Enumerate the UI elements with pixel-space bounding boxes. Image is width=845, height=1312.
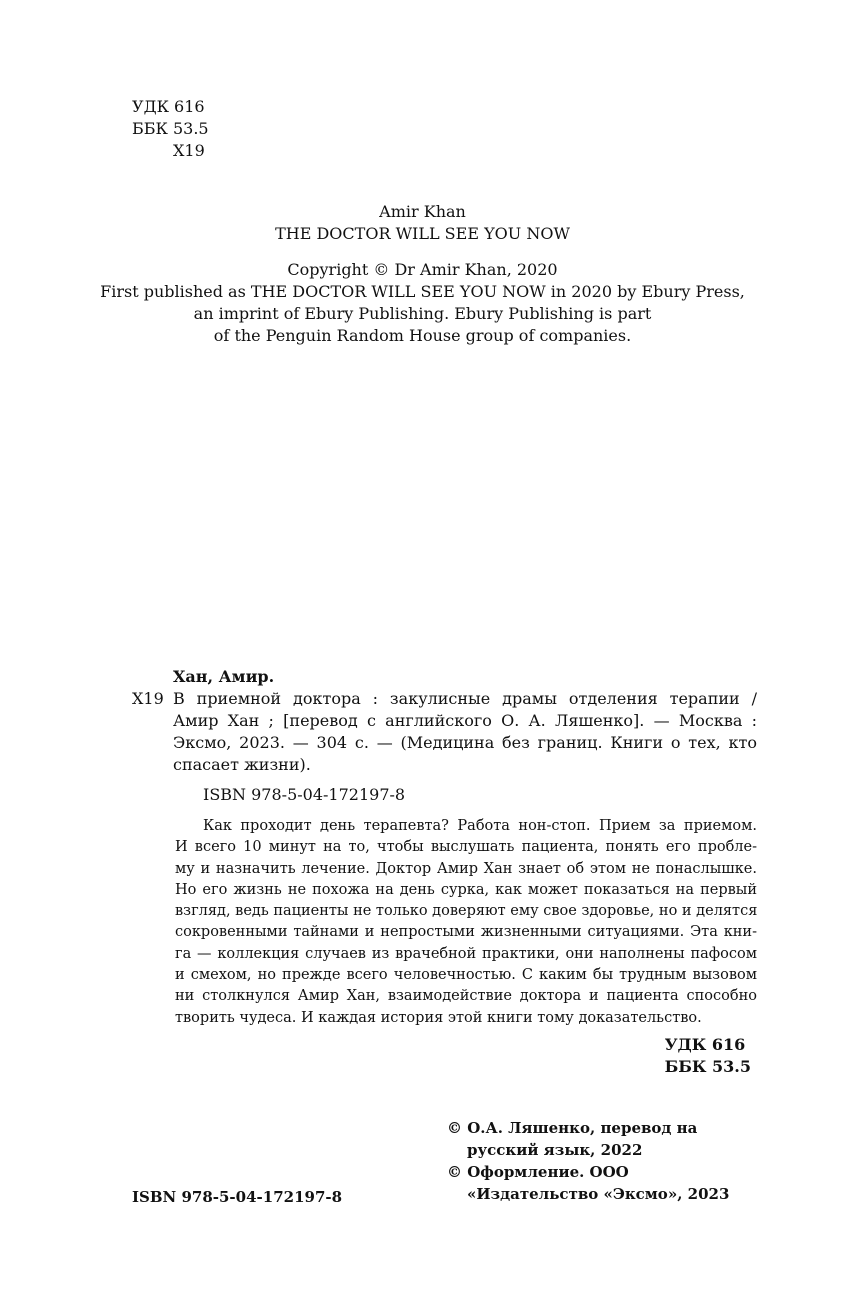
copyright-line: of the Penguin Random House group of companies. [213, 326, 632, 345]
description-line: Амир Хан ; [перевод с английского О. А. Ляшенко]. — Москва : [173, 711, 757, 730]
udk-code: УДК 616 [132, 97, 205, 116]
copyright-line: First published as THE DOCTOR WILL SEE YOU NOW in 2020 by Ebury Press, [100, 282, 745, 301]
description-line: спасает жизни). [173, 755, 311, 774]
original-title: THE DOCTOR WILL SEE YOU NOW [275, 224, 570, 243]
description-line: В приемной доктора : закулисные драмы отделения терапии / [173, 689, 757, 708]
annotation-line: творить чудеса. И каждая история этой книги тому доказательство. [175, 1009, 702, 1026]
original-author: Amir Khan [379, 202, 466, 221]
bibliographic-record [132, 666, 757, 806]
annotation-line: му и назначить лечение. Доктор Амир Хан знает об этом не понаслышке. [175, 860, 757, 877]
annotation-line: ни столкнулся Амир Хан, взаимодействие доктора и пациента способно [175, 988, 757, 1005]
original-edition-info [0, 201, 845, 347]
author-mark: Х19 [132, 689, 164, 708]
isbn: ISBN 978-5-04-172197-8 [203, 785, 406, 804]
udk-code: УДК 616 [664, 1035, 746, 1054]
annotation-line: Но его жизнь не похожа на день сурка, как может показаться на первый [175, 881, 757, 898]
design-copyright: © Оформление. ООО «Издательство «Эксмо», 2023 [447, 1163, 730, 1203]
copyright-line: Copyright © Dr Amir Khan, 2020 [287, 260, 558, 279]
classification-codes-bottom [665, 1034, 751, 1078]
annotation-line: сокровенными тайнами и непростыми жизненными ситуациями. Эта кни- [175, 924, 757, 941]
translation-copyright: © О.А. Ляшенко, перевод на русский язык, 2022 [447, 1119, 698, 1159]
author-mark: Х19 [173, 141, 205, 160]
bibliographic-description [173, 688, 757, 776]
russian-copyright [447, 1117, 757, 1205]
annotation-line: и смехом, но прежде всего человечностью. С каким бы трудным вызовом [175, 967, 757, 984]
isbn-bottom: ISBN 978-5-04-172197-8 [132, 1188, 343, 1206]
annotation [175, 816, 757, 1029]
annotation-line: И всего 10 минут на то, чтобы выслушать пациента, понять его пробле- [175, 839, 757, 856]
classification-codes-top [132, 96, 209, 162]
bbk-code: ББК 53.5 [132, 119, 209, 138]
annotation-line: га — коллекция случаев из врачебной практики, они наполнены пафосом [175, 945, 757, 962]
annotation-line: Как проходит день терапевта? Работа нон-стоп. Прием за приемом. [203, 818, 757, 834]
bbk-code: ББК 53.5 [664, 1057, 751, 1076]
annotation-line: взгляд, ведь пациенты не только доверяют ему свое здоровье, но и делятся [175, 903, 758, 920]
copyright-line: an imprint of Ebury Publishing. Ebury Publishing is part [193, 304, 652, 323]
author-heading: Хан, Амир. [173, 667, 275, 686]
description-line: Эксмо, 2023. — 304 с. — (Медицина без границ. Книги о тех, кто [173, 733, 757, 752]
